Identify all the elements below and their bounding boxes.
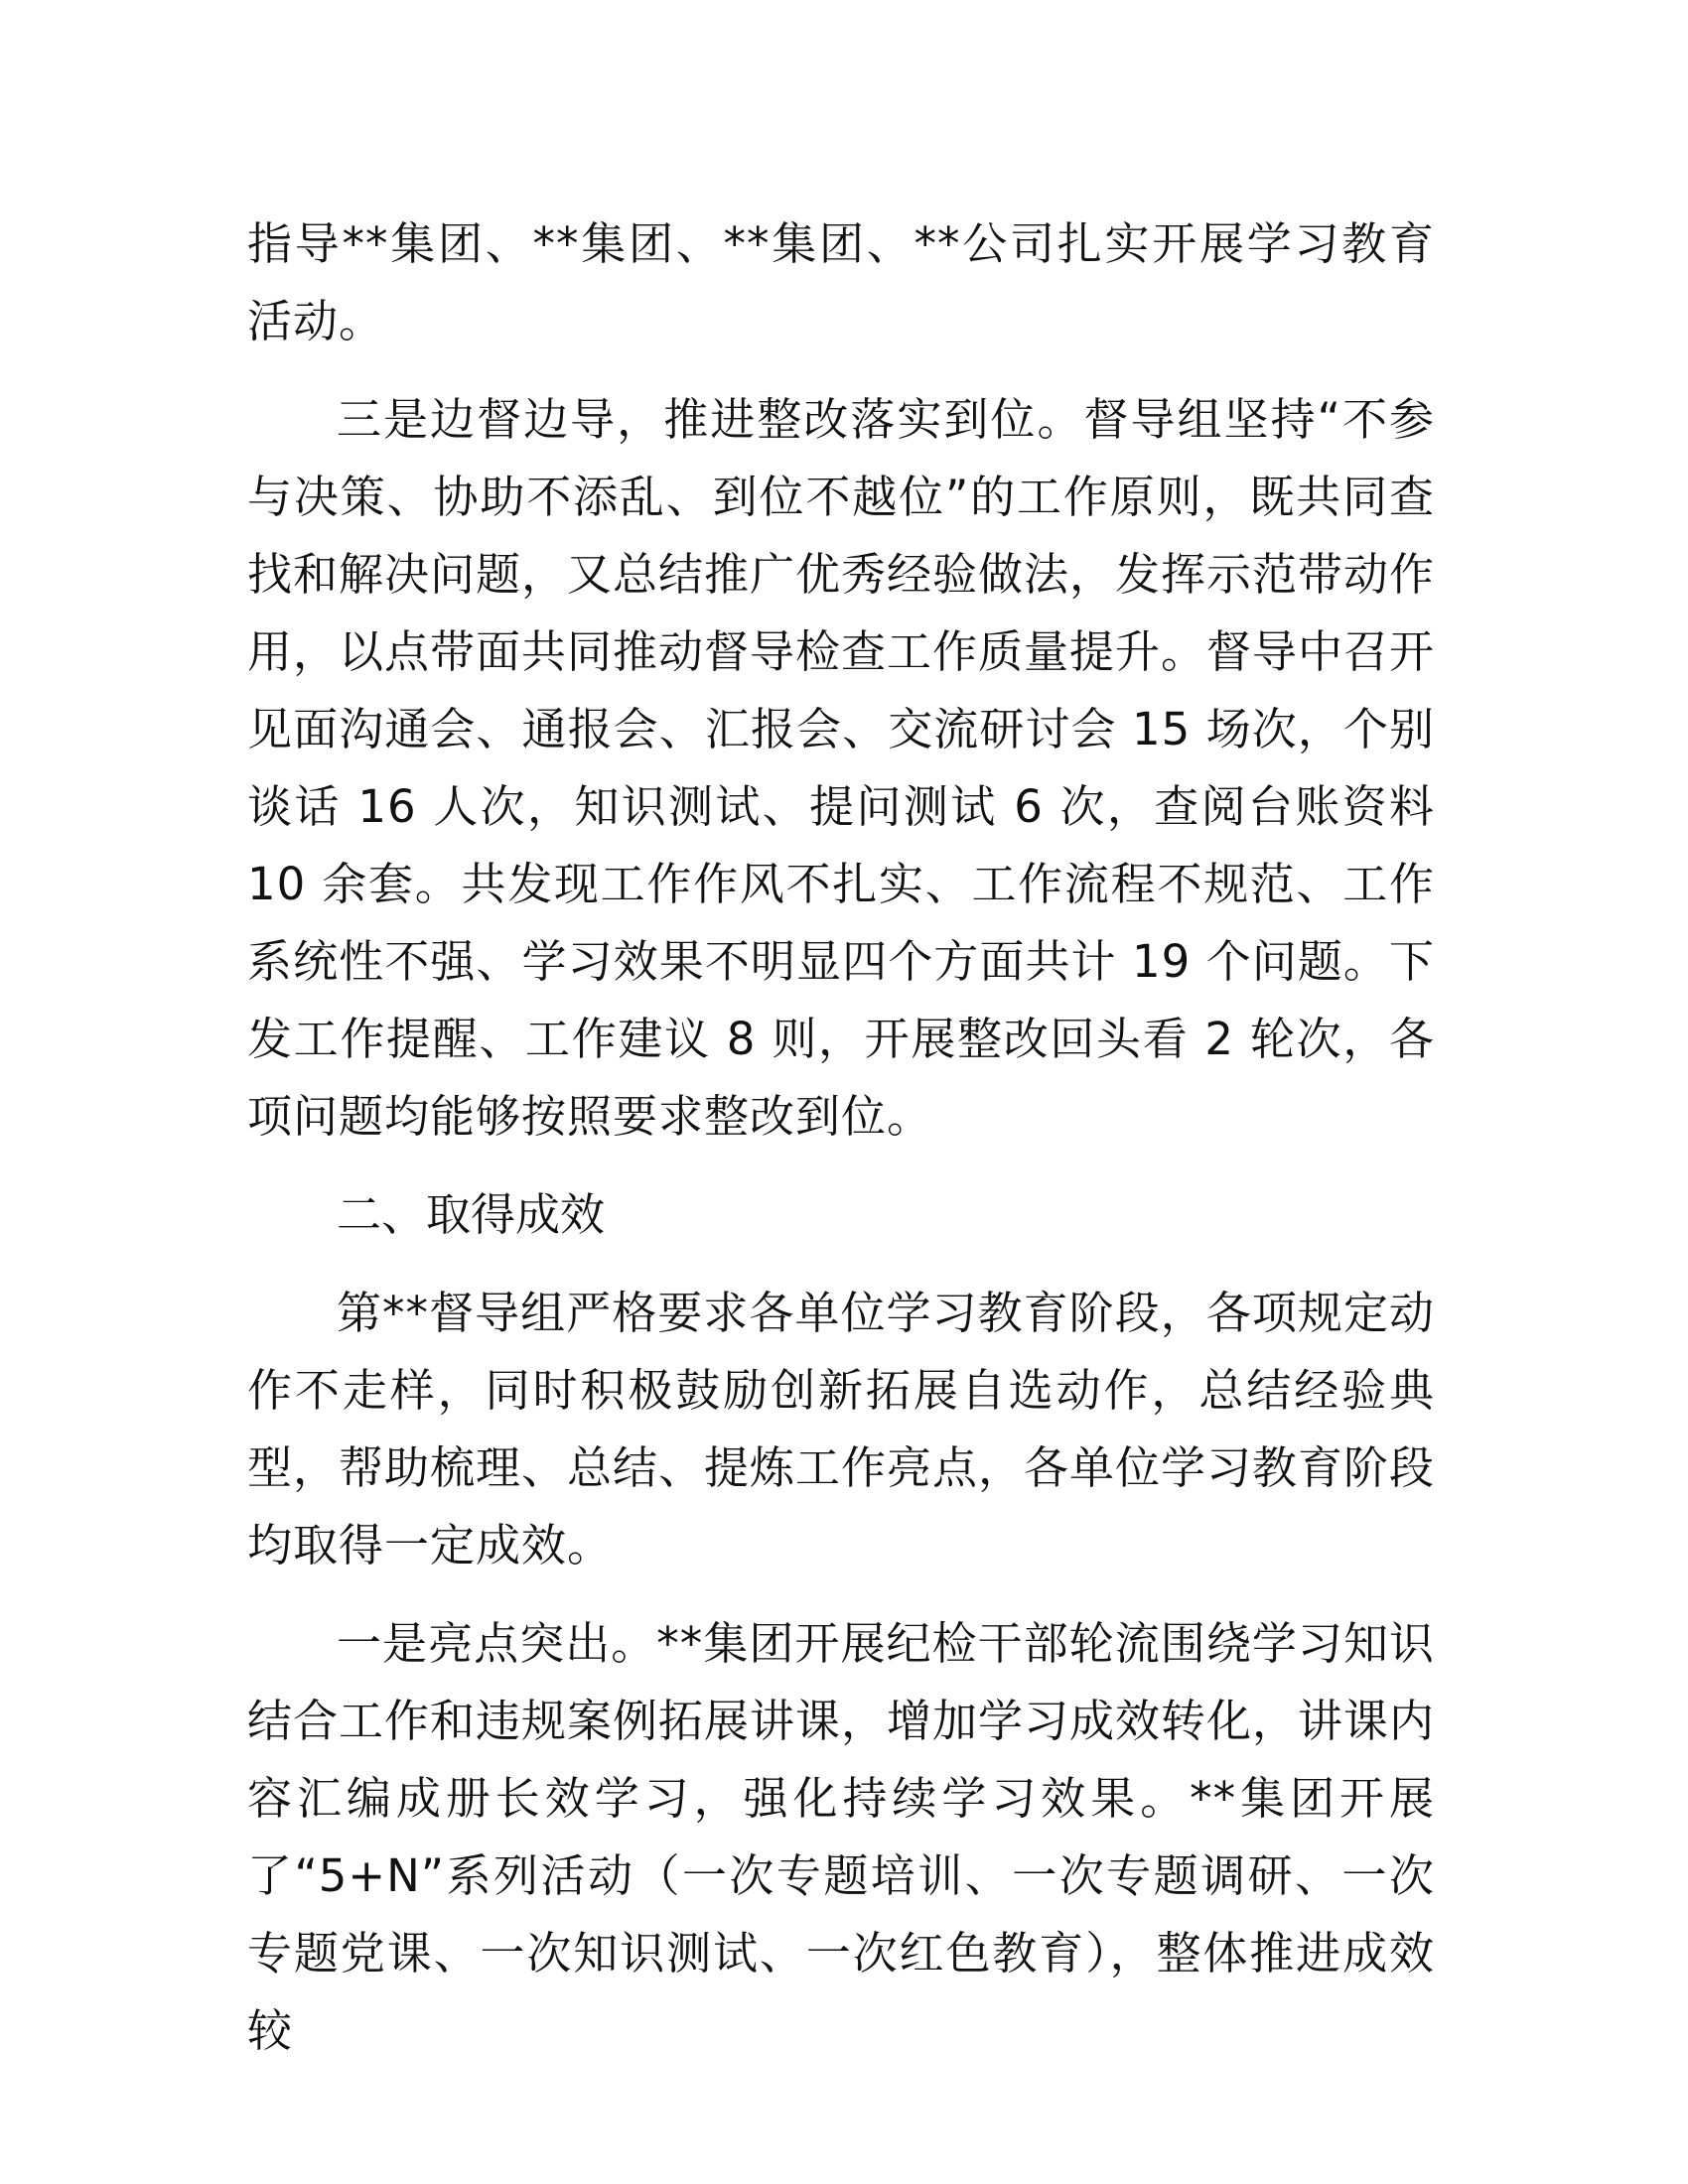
section-heading-results: 二、取得成效 bbox=[337, 1188, 606, 1241]
paragraph-results-summary: 第**督导组严格要求各单位学习教育阶段，各项规定动作不走样，同时积极鼓励创新拓展自选动作，总结经验典型，帮助梳理、总结、提炼工作亮点，各单位学习教育阶段均取得一定成效。 bbox=[247, 1287, 1436, 1571]
document-body bbox=[247, 205, 1435, 2091]
paragraph-supervision-rectification: 三是边督边导，推进整改落实到位。督导组坚持“不参与决策、协助不添乱、到位不越位”的工作原则，既共同查找和解决问题，又总结推广优秀经验做法，发挥示范带动作用，以点带面共同推动督导检查工作质量提升。督导中召开见面沟通会、通报会、汇报会、交流研讨会 15 场次，个别谈话 16 人次，知识测试、提问测试 6 次，查阅台账资料 10 余套。共发现工作作风不扎实、工作流程不规范、工作系统性不强、学习效果不明显四个方面共计 19 个问题。下发工作提醒、工作建议 8 则，开展整改回头看 2 轮次，各项问题均能够按照要求整改到位。 bbox=[247, 393, 1436, 1143]
paragraph-continued: 指导**集团、**集团、**集团、**公司扎实开展学习教育活动。 bbox=[247, 217, 1435, 347]
paragraph-highlights: 一是亮点突出。**集团开展纪检干部轮流围绕学习知识结合工作和违规案例拓展讲课，增加学习成效转化，讲课内容汇编成册长效学习，强化持续学习效果。**集团开展了“5+N”系列活动（一次专题培训、一次专题调研、一次专题党课、一次知识测试、一次红色教育），整体推进成效较 bbox=[247, 1617, 1436, 2057]
